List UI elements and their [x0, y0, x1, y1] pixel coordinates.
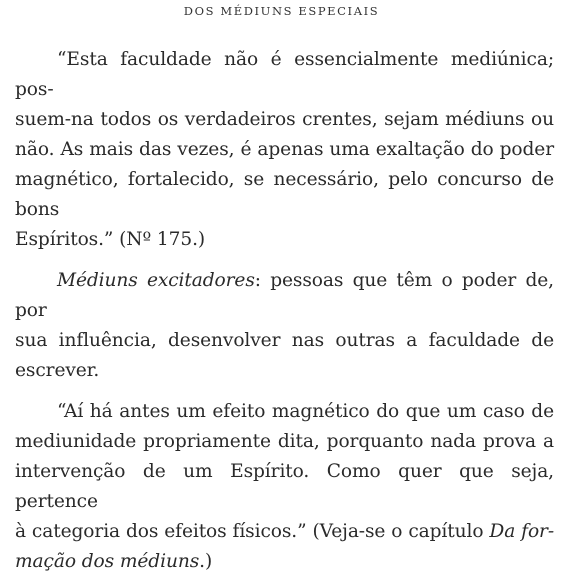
paragraph-2 [15, 266, 554, 386]
italic-term: Médiuns excitadores [57, 270, 255, 291]
text-line: “Aí há antes um efeito magnético do que um caso de [57, 401, 554, 422]
italic-title: mação dos médiuns [15, 551, 200, 572]
text-fragment: : pessoas que têm o poder de, por [15, 270, 554, 321]
text-line [15, 547, 554, 577]
text-line: magnético, fortalecido, se necessário, pelo concurso de bons [15, 169, 554, 220]
text-fragment: .) [199, 551, 213, 572]
text-line [15, 266, 554, 326]
text-line: sua influência, desenvolver nas outras a faculdade de [15, 330, 554, 351]
text-fragment: à categoria dos efeitos físicos.” (Veja-se o capítulo [15, 521, 484, 542]
text-line: Espíritos.” (Nº 175.) [15, 229, 206, 250]
text-line: mediunidade propriamente dita, porquanto nada prova a [15, 431, 554, 452]
italic-title: Da for- [489, 521, 555, 542]
text-line: escrever. [15, 360, 100, 381]
body-text [15, 45, 554, 588]
text-line: “Esta faculdade não é essencialmente mediúnica; pos- [15, 49, 554, 100]
running-head: DOS MÉDIUNS ESPECIAIS [183, 4, 380, 18]
paragraph-1 [15, 45, 554, 255]
text-line: não. As mais das vezes, é apenas uma exaltação do poder [15, 139, 554, 160]
text-line [15, 517, 554, 547]
paragraph-3 [15, 397, 554, 577]
text-line: intervenção de um Espírito. Como quer que seja, pertence [15, 461, 554, 512]
text-line: suem-na todos os verdadeiros crentes, sejam médiuns ou [15, 109, 554, 130]
